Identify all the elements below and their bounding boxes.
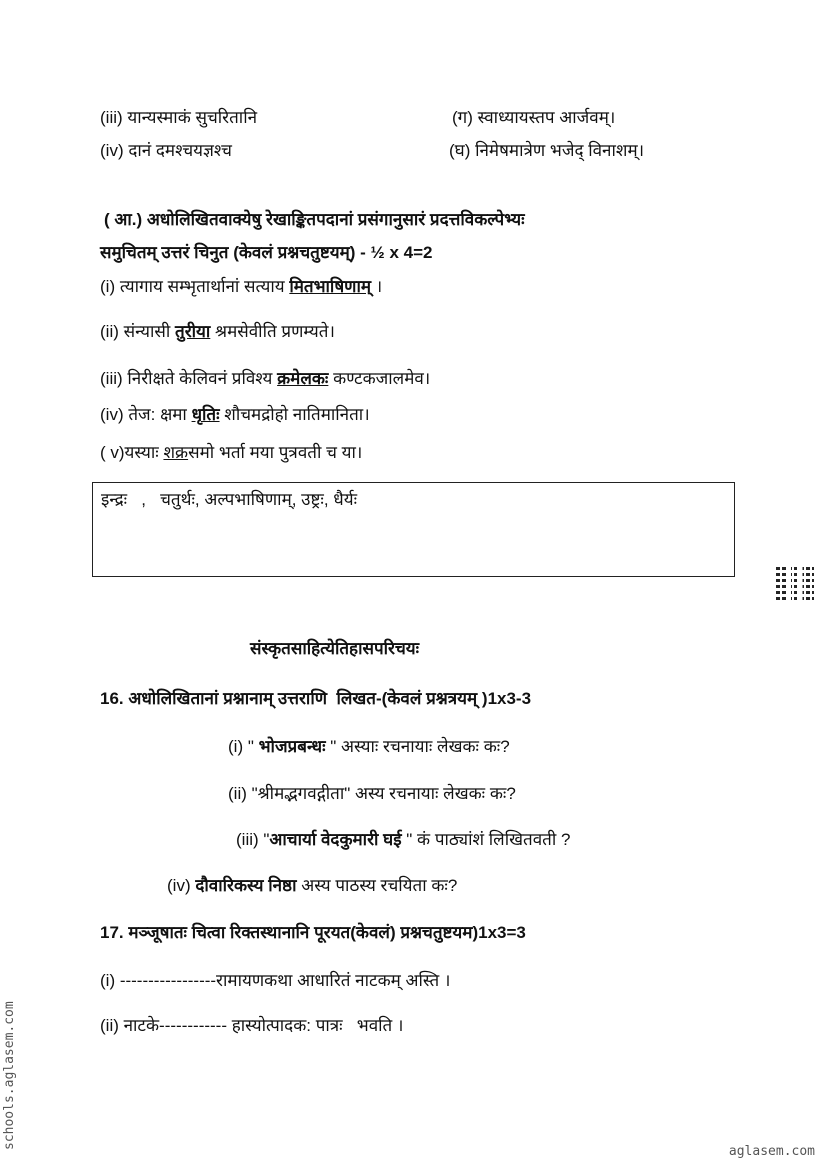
item-text: (i) " — [228, 737, 259, 756]
item-text: ( v)यस्याः — [100, 443, 164, 462]
section-aa-heading-1: ( आ.) अधोलिखितवाक्येषु रेखाङ्कितपदानां प्रसंगानुसारं प्रदत्तविकल्पेभ्यः — [104, 210, 525, 229]
aa-item-3 — [100, 368, 430, 390]
options-box — [92, 482, 735, 577]
underlined-word: धृतिः — [191, 405, 220, 424]
bold-text: आचार्या वेदकुमारी घई — [269, 830, 402, 849]
q17-item-2: (ii) नाटके------------ हास्योत्पादक: पात्रः भवति । — [100, 1016, 404, 1035]
item-text: (iii) निरीक्षते केलिवनं प्रविश्य — [100, 369, 278, 388]
item-text: (ii) संन्यासी — [100, 322, 175, 341]
item-text: (i) त्यागाय सम्भृतार्थानां सत्याय — [100, 277, 290, 296]
bold-text: भोजप्रबन्धः — [258, 737, 326, 756]
watermark-right: aglasem.com — [728, 1144, 815, 1159]
q16-item-1 — [228, 736, 510, 758]
q17-heading: 17. मञ्जूषातः चित्वा रिक्तस्थानानि पूरयत(केवलं) प्रश्नचतुष्टयम)1x3=3 — [100, 923, 526, 942]
item-text: अस्य पाठस्य रचयिता कः? — [296, 876, 458, 895]
aa-item-1 — [100, 276, 382, 298]
item-text: (iv) — [167, 876, 196, 895]
item-text: (ii) "श्रीमद्भगवद्गीता" अस्य रचनायाः लेखकः कः? — [228, 784, 516, 803]
underlined-word: क्रमेलकः — [277, 369, 329, 388]
match-left-iv: (iv) दानं दमश्चयज्ञश्च — [100, 141, 232, 160]
item-text: (iv) तेज: क्षमा — [100, 405, 192, 424]
watermark-left: schools.aglasem.com — [2, 1001, 17, 1150]
item-text: श्रमसेवीति प्रणम्यते। — [210, 322, 335, 341]
match-right-gha: (घ) निमेषमात्रेण भजेद् विनाशम्। — [449, 141, 645, 160]
section-aa-heading-2: समुचितम् उत्तरं चिनुत (केवलं प्रश्नचतुष्टयम्) - ½ x 4=2 — [100, 243, 433, 262]
aa-item-4 — [100, 404, 370, 426]
section-title: संस्कृतसाहित्येतिहासपरिचयः — [250, 639, 420, 658]
q16-item-4 — [167, 875, 457, 897]
q16-item-2 — [228, 783, 516, 805]
item-text: । — [371, 277, 383, 296]
q16-heading: 16. अधोलिखितानां प्रश्नानाम् उत्तराणि लिखत-(केवलं प्रश्नत्रयम् )1x3-3 — [100, 689, 532, 708]
item-text: (iii) " — [236, 830, 270, 849]
item-text: शौचमद्रोहो नातिमानिता। — [219, 405, 370, 424]
q16-item-3 — [236, 829, 570, 851]
match-left-iii: (iii) यान्यस्माकं सुचरितानि — [100, 108, 258, 127]
bold-text: दौवारिकस्य निष्ठा — [195, 876, 297, 895]
item-text: कण्टकजालमेव। — [328, 369, 431, 388]
underlined-word: शक्र — [163, 443, 189, 462]
qr-code — [776, 565, 814, 603]
aa-item-2 — [100, 321, 335, 343]
q17-item-1: (i) -----------------रामायणकथा आधारितं नाटकम् अस्ति । — [100, 971, 451, 990]
underlined-word: तुरीया — [175, 322, 211, 341]
item-text: " अस्याः रचनायाः लेखकः कः? — [325, 737, 510, 756]
options-text: इन्द्रः , चतुर्थः, अल्पभाषिणाम्, उष्ट्रः, धैर्यः — [101, 490, 358, 509]
item-text: समो भर्ता मया पुत्रवती च या। — [188, 443, 363, 462]
match-right-ga: (ग) स्वाध्यायस्तप आर्जवम्। — [452, 108, 616, 127]
underlined-word: मितभाषिणाम् — [289, 277, 372, 296]
item-text: " कं पाठ्यांशं लिखितवती ? — [401, 830, 571, 849]
aa-item-5 — [100, 442, 362, 464]
